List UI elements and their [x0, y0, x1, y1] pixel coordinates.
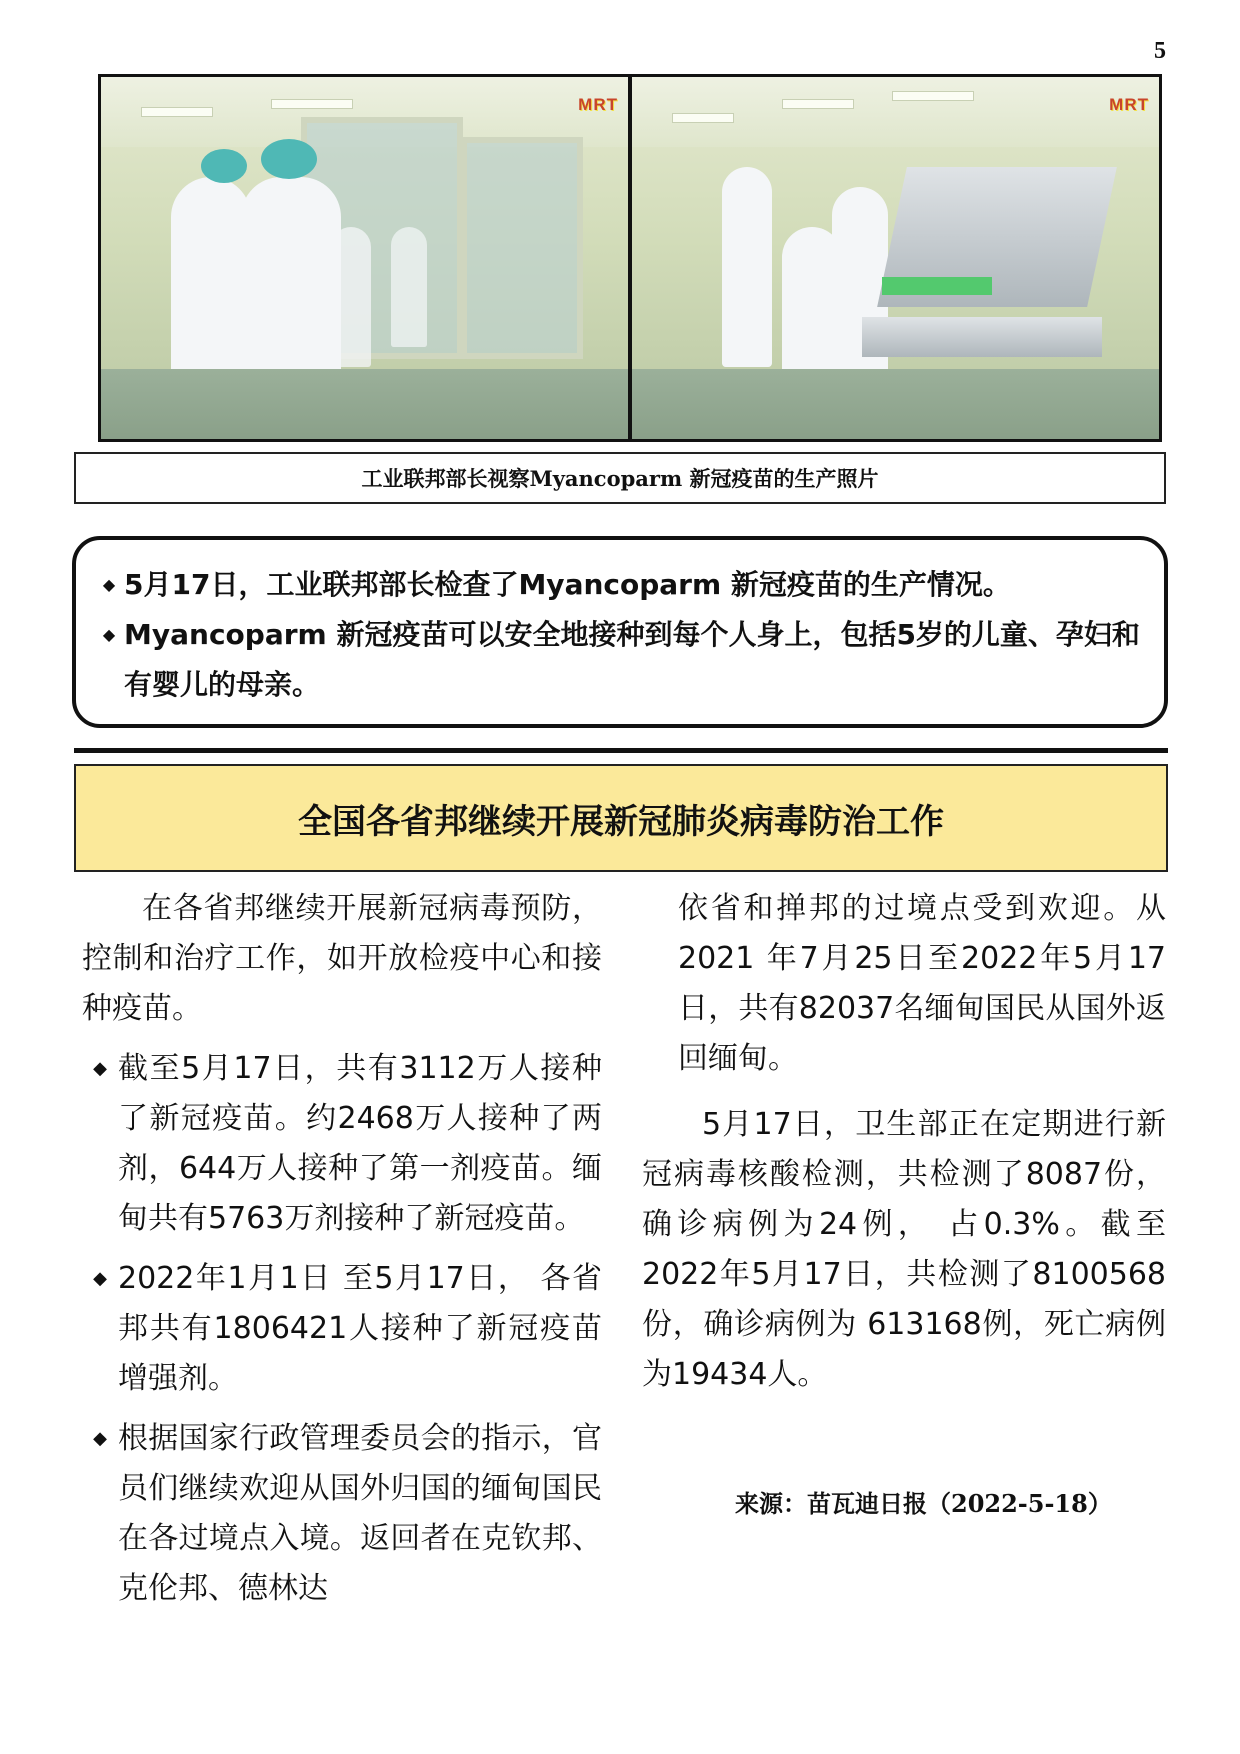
- highlight-item: [94, 560, 1146, 610]
- diamond-bullet-icon: ◆: [93, 1268, 107, 1289]
- tv-logo: MRT: [578, 95, 618, 114]
- list-item-text: 2022年1月1日 至5月17日， 各省邦共有1806421人接种了新冠疫苗增强剂。: [118, 1261, 602, 1396]
- section-divider: [74, 748, 1168, 753]
- highlight-item: [94, 610, 1146, 710]
- list-item: [82, 1254, 602, 1404]
- left-column: [82, 884, 602, 1614]
- photo-production-line: [632, 77, 1159, 439]
- diamond-bullet-icon: ◆: [102, 575, 116, 594]
- diamond-bullet-icon: ◆: [102, 625, 116, 644]
- continuation-paragraph: 依省和掸邦的过境点受到欢迎。从2021 年7月25日至2022年5月17日，共有82037名缅甸国民从国外返回缅甸。: [678, 891, 1166, 1076]
- right-column: [642, 884, 1166, 1400]
- list-item-text: 截至5月17日，共有3112万人接种了新冠疫苗。约2468万人接种了两剂，644万人接种了第一剂疫苗。缅甸共有5763万剂接种了新冠疫苗。: [118, 1051, 602, 1236]
- photo-pair: [98, 74, 1162, 442]
- tv-logo: MRT: [1109, 95, 1149, 114]
- highlight-text: Myancoparm 新冠疫苗可以安全地接种到每个人身上，包括5岁的儿童、孕妇和有婴儿的母亲。: [124, 618, 1140, 701]
- photo-caption: 工业联邦部长视察Myancoparm 新冠疫苗的生产照片: [74, 452, 1166, 504]
- photo-minister-inspection: [101, 77, 628, 439]
- intro-paragraph: 在各省邦继续开展新冠病毒预防，控制和治疗工作，如开放检疫中心和接种疫苗。: [82, 891, 602, 1026]
- highlights-box: [72, 536, 1168, 728]
- testing-paragraph: 5月17日，卫生部正在定期进行新冠病毒核酸检测，共检测了8087份， 确诊病例为24例， 占0.3%。截至2022年5月17日，共检测了8100568份，确诊病例为 613168例，死亡病例为19434人。: [642, 1107, 1166, 1392]
- list-item: [82, 1414, 602, 1614]
- list-item: [82, 1044, 602, 1244]
- article-headline: 全国各省邦继续开展新冠肺炎病毒防治工作: [74, 764, 1168, 872]
- page-number: 5: [1154, 38, 1166, 64]
- diamond-bullet-icon: ◆: [93, 1058, 107, 1079]
- source-credit: 来源：苗瓦迪日报（2022-5-18）: [735, 1489, 1112, 1518]
- highlight-text: 5月17日，工业联邦部长检查了Myancoparm 新冠疫苗的生产情况。: [124, 568, 1011, 601]
- list-item-text: 根据国家行政管理委员会的指示，官员们继续欢迎从国外归国的缅甸国民在各过境点入境。返回者在克钦邦、克伦邦、德林达: [118, 1421, 602, 1606]
- diamond-bullet-icon: ◆: [93, 1428, 107, 1449]
